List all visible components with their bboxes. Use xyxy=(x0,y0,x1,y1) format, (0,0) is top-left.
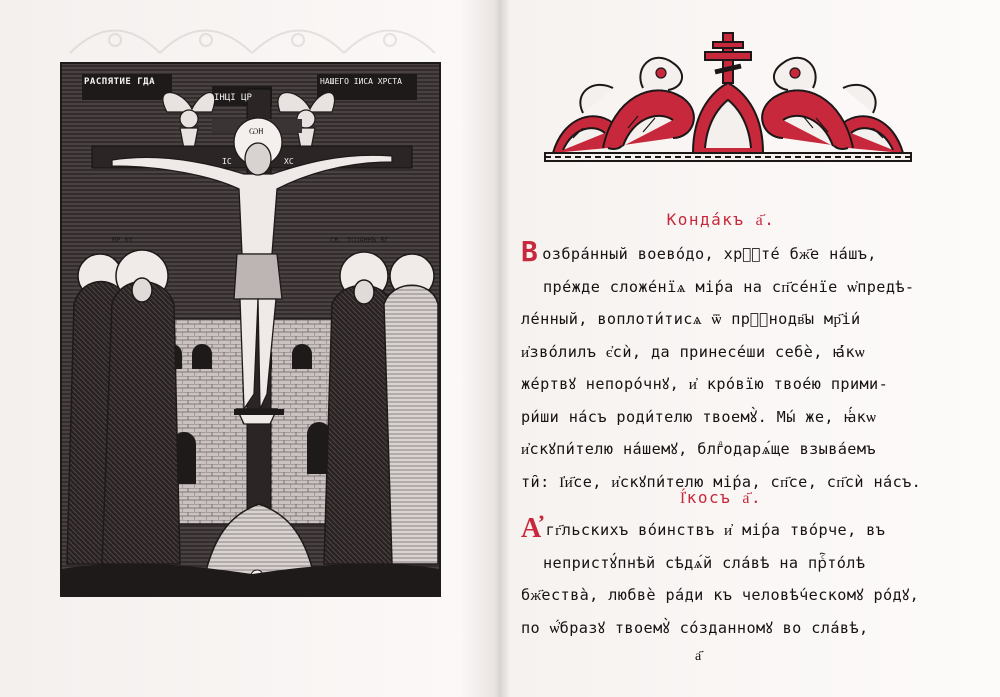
floral-headpiece-ornament xyxy=(543,28,913,163)
crucifixion-engraving xyxy=(62,64,439,595)
caption-mother-of-god: МР ΘΥ xyxy=(112,236,134,244)
kontakion-line: же́ртвꙋ непоро́чнꙋ, и҆ кро́вїю твое́ю прими- xyxy=(521,375,889,393)
kontakion-line xyxy=(521,271,921,304)
ikos-line-text: гг҃льскихъ во́инствъ и҆ мі́ра тво́рче, въ xyxy=(545,521,886,539)
ikos-heading: І҆́косъ а҃. xyxy=(679,488,763,507)
ikos-initial: А҆ xyxy=(521,511,542,544)
ikos-text xyxy=(521,511,921,644)
kontakion-line: и҆зво́лилъ є҆сѝ, да принесе́ши себѐ, ꙗ҆́кѡ xyxy=(521,342,866,361)
kontakion-heading: Конда́къ а҃. xyxy=(666,210,776,229)
ikos-line xyxy=(521,511,921,547)
kontakion-initial: В xyxy=(521,235,539,268)
left-page xyxy=(0,0,495,697)
right-page xyxy=(505,0,1000,697)
kontakion-line-text: озбра́нный воево́до, хрⷭ҇те́ бж҃е на́шъ, xyxy=(542,245,877,263)
kontakion-line: и҆скꙋпи́телю на́шемꙋ, блгⷣодарѧ́ще взыва́емъ xyxy=(521,440,876,458)
caption-title-center: ІНЦІ ЦР xyxy=(214,93,252,103)
caption-cross-right: ХС xyxy=(284,157,294,166)
orthodox-cross-icon xyxy=(705,33,751,83)
ikos-line: по ѡ҆́бразꙋ твоемꙋ̀ со́зданномꙋ во сла́вѣ, xyxy=(521,618,869,637)
ghost-ornament-icon xyxy=(60,18,445,58)
kontakion-line: ри́ши на́съ роди́телю твоемꙋ̀. Мы́ же, ꙗ҆́кѡ xyxy=(521,407,877,426)
kontakion-line: ле́нный, воплоти́тисѧ ѿ прⷭ҇нодв҃ы мр҃і́и xyxy=(521,310,861,328)
caption-title-left: РАСПЯТИЕ ГДА xyxy=(84,77,156,87)
kontakion-line: ти̑: І҆и҃се, и҆скꙋпи́телю мі́ра, сп҃се, сп҃сѝ на́съ. xyxy=(521,472,922,491)
caption-halo-letters: ѠН xyxy=(249,127,264,136)
kontakion-line xyxy=(521,235,921,271)
caption-title-right: НАШЕГО ІИСА ХРСТА xyxy=(320,77,402,86)
ikos-line: бж҃ества̀, любвѐ ра́ди къ человѣ́ческомꙋ ро́дꙋ, xyxy=(521,586,920,604)
ikos-line-text: непристꙋ́пнѣй сѣдѧ́й сла́вѣ на прⷭ҇то́лѣ xyxy=(543,553,866,572)
caption-st-john: СВ. ІѠАННЪ БГ xyxy=(330,236,389,244)
page-number: а҃ xyxy=(695,648,702,664)
kontakion-section xyxy=(521,210,921,230)
kontakion-text xyxy=(521,235,922,498)
ikos-section xyxy=(521,488,921,508)
crucifixion-icon xyxy=(60,62,441,597)
caption-cross-left: ІС xyxy=(222,157,232,166)
ikos-line xyxy=(521,547,921,580)
kontakion-line-text: пре́жде сложе́нїѧ мі́ра на сп҃се́нїе ѡ҆предѣ- xyxy=(543,277,915,296)
